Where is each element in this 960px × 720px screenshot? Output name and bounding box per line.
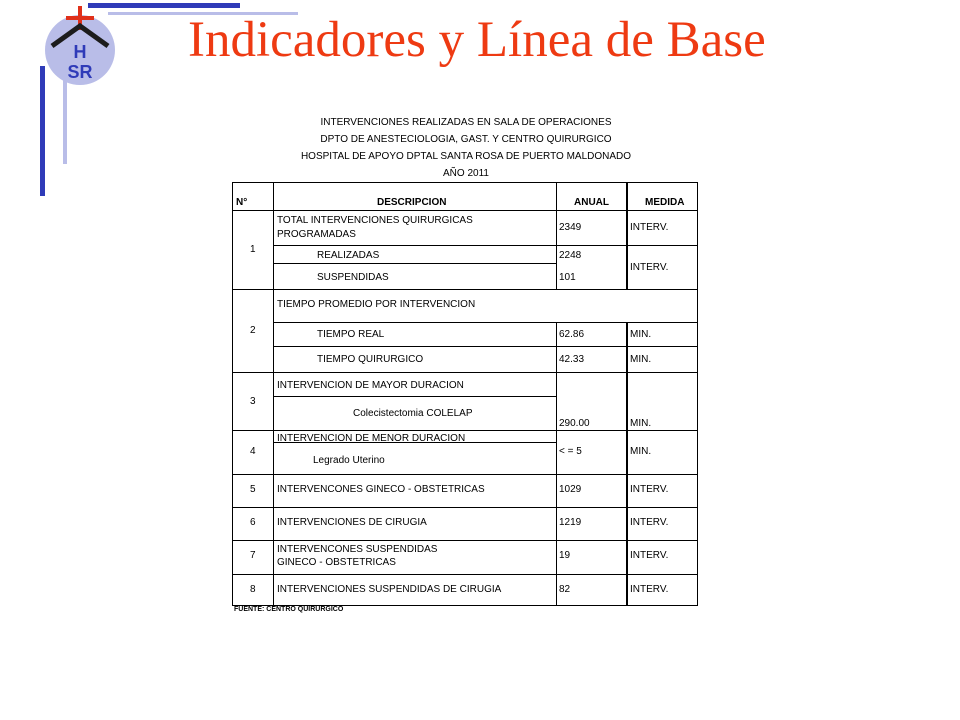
interventions-table (232, 182, 698, 606)
row-5-desc: INTERVENCONES GINECO - OBSTETRICAS (277, 484, 485, 495)
report-header-line-4: AÑO 2011 (443, 168, 489, 179)
svg-text:SR: SR (67, 62, 93, 82)
row-8-desc: INTERVENCIONES SUSPENDIDAS DE CIRUGIA (277, 584, 502, 595)
row-6-desc: INTERVENCIONES DE CIRUGIA (277, 517, 427, 528)
row-6-medida: INTERV. (630, 517, 669, 528)
row-7-medida: INTERV. (630, 550, 669, 561)
row-8-anual: 82 (559, 584, 571, 595)
row-3-num: 3 (250, 396, 256, 407)
col-header-medida: MEDIDA (645, 197, 685, 208)
row-6-num: 6 (250, 517, 256, 528)
row-5-num: 5 (250, 484, 256, 495)
source-footnote: FUENTE: CENTRO QUIRURGICO (234, 606, 344, 613)
row-7-num: 7 (250, 550, 256, 561)
row-4-num: 4 (250, 446, 256, 457)
grid-line (273, 322, 697, 323)
row-1-realizadas-anual: 2248 (559, 250, 582, 261)
row-7-desc-line1: INTERVENCONES SUSPENDIDAS (277, 544, 438, 555)
row-2-quir-label: TIEMPO QUIRURGICO (317, 354, 424, 365)
grid-line (626, 322, 628, 606)
grid-line (233, 474, 697, 475)
row-3-heading: INTERVENCION DE MAYOR DURACION (277, 380, 464, 391)
col-header-anual: ANUAL (574, 197, 609, 208)
grid-line (273, 396, 557, 397)
grid-line (233, 574, 697, 575)
row-1-realizadas-label: REALIZADAS (317, 250, 380, 261)
row-2-real-label: TIEMPO REAL (317, 329, 385, 340)
row-3-anual: 290.00 (559, 418, 590, 429)
row-2-num: 2 (250, 325, 256, 336)
grid-line (273, 263, 557, 264)
report-header-line-2: DPTO DE ANESTECIOLOGIA, GAST. Y CENTRO QUIRURGICO (320, 134, 612, 145)
grid-line (233, 289, 697, 290)
col-header-desc: DESCRIPCION (377, 197, 447, 208)
row-1-num: 1 (250, 244, 256, 255)
row-4-anual: < = 5 (559, 446, 582, 457)
svg-text:H: H (73, 42, 87, 62)
grid-line (233, 210, 697, 211)
report-header-line-3: HOSPITAL DE APOYO DPTAL SANTA ROSA DE PUERTO MALDONADO (300, 151, 632, 162)
row-1-suspendidas-label: SUSPENDIDAS (317, 272, 389, 283)
row-3-detail: Colecistectomia COLELAP (353, 408, 473, 419)
row-1-sub-medida: INTERV. (630, 262, 669, 273)
row-2-quir-medida: MIN. (630, 354, 652, 365)
row-1-medida: INTERV. (630, 222, 669, 233)
row-1-anual: 2349 (559, 222, 582, 233)
grid-line (273, 183, 274, 607)
row-8-medida: INTERV. (630, 584, 669, 595)
row-4-heading: INTERVENCION DE MENOR DURACION (277, 433, 466, 444)
row-6-anual: 1219 (559, 517, 582, 528)
row-5-medida: INTERV. (630, 484, 669, 495)
row-5-anual: 1029 (559, 484, 582, 495)
row-8-num: 8 (250, 584, 256, 595)
hospital-logo (42, 6, 118, 86)
row-2-heading: TIEMPO PROMEDIO POR INTERVENCION (277, 299, 476, 310)
grid-line (273, 245, 697, 246)
grid-line (233, 507, 697, 508)
row-3-medida: MIN. (630, 418, 652, 429)
row-2-real-medida: MIN. (630, 329, 652, 340)
row-4-detail: Legrado Uterino (313, 455, 385, 466)
grid-line (626, 183, 628, 289)
grid-line (233, 540, 697, 541)
row-1-desc-line1: TOTAL INTERVENCIONES QUIRURGICAS (277, 215, 473, 226)
grid-line (273, 346, 697, 347)
row-1-suspendidas-anual: 101 (559, 272, 576, 283)
row-2-quir-anual: 42.33 (559, 354, 585, 365)
grid-line (233, 372, 697, 373)
grid-line (556, 183, 557, 289)
row-2-real-anual: 62.86 (559, 329, 585, 340)
row-7-desc-line2: GINECO - OBSTETRICAS (277, 557, 396, 568)
row-7-anual: 19 (559, 550, 571, 561)
row-1-desc-line2: PROGRAMADAS (277, 229, 356, 240)
grid-line (556, 322, 557, 606)
grid-line (233, 430, 697, 431)
slide-title: Indicadores y Línea de Base (188, 12, 766, 68)
row-4-medida: MIN. (630, 446, 652, 457)
report-header-line-1: INTERVENCIONES REALIZADAS EN SALA DE OPERACIONES (320, 117, 612, 128)
col-header-num: N° (236, 197, 248, 208)
